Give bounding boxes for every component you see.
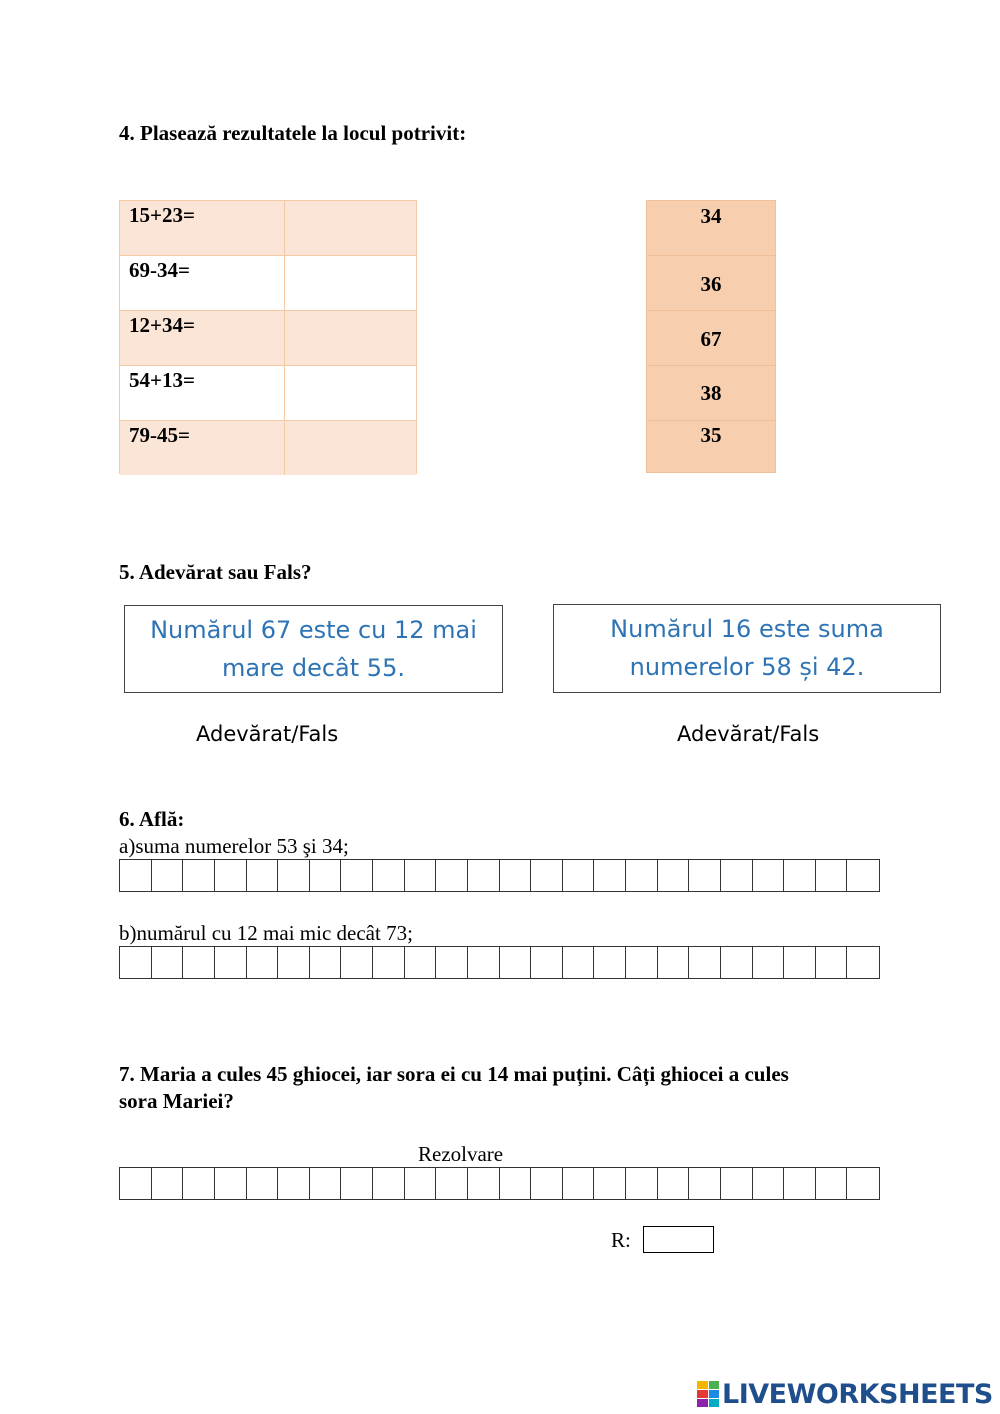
grid-cell[interactable] xyxy=(120,1168,152,1199)
grid-cell[interactable] xyxy=(247,947,279,978)
grid-cell[interactable] xyxy=(626,1168,658,1199)
grid-cell[interactable] xyxy=(373,860,405,891)
grid-cell[interactable] xyxy=(816,947,848,978)
grid-cell[interactable] xyxy=(341,1168,373,1199)
grid-cell[interactable] xyxy=(468,1168,500,1199)
answer-grid-b[interactable] xyxy=(119,946,880,979)
equation-cell: 54+13= xyxy=(120,366,285,420)
true-false-choice-1[interactable]: Adevărat/Fals xyxy=(196,722,339,746)
grid-cell[interactable] xyxy=(120,947,152,978)
grid-cell[interactable] xyxy=(373,947,405,978)
divider xyxy=(647,310,775,311)
answer-prefix: R: xyxy=(611,1228,631,1252)
grid-cell[interactable] xyxy=(468,947,500,978)
grid-cell[interactable] xyxy=(436,860,468,891)
grid-cell[interactable] xyxy=(500,947,532,978)
grid-cell[interactable] xyxy=(721,947,753,978)
equations-table xyxy=(119,200,417,474)
exercise-6-title: 6. Află: xyxy=(119,807,185,831)
grid-cell[interactable] xyxy=(658,860,690,891)
draggable-result[interactable]: 35 xyxy=(700,423,722,447)
grid-cell[interactable] xyxy=(594,947,626,978)
grid-cell[interactable] xyxy=(658,1168,690,1199)
answer-drop-slot[interactable] xyxy=(285,201,416,255)
grid-cell[interactable] xyxy=(531,1168,563,1199)
grid-cell[interactable] xyxy=(405,1168,437,1199)
grid-cell[interactable] xyxy=(405,860,437,891)
table-row xyxy=(120,421,416,475)
grid-cell[interactable] xyxy=(468,860,500,891)
grid-cell[interactable] xyxy=(120,860,152,891)
logo-icon xyxy=(697,1381,719,1407)
draggable-result[interactable]: 36 xyxy=(700,272,722,296)
grid-cell[interactable] xyxy=(341,860,373,891)
grid-cell[interactable] xyxy=(626,860,658,891)
grid-cell[interactable] xyxy=(658,947,690,978)
grid-cell[interactable] xyxy=(816,860,848,891)
table-row xyxy=(120,201,416,256)
grid-cell[interactable] xyxy=(784,1168,816,1199)
grid-cell[interactable] xyxy=(436,947,468,978)
grid-cell[interactable] xyxy=(753,947,785,978)
grid-cell[interactable] xyxy=(215,1168,247,1199)
draggable-result[interactable]: 34 xyxy=(700,204,722,228)
divider xyxy=(647,255,775,256)
grid-cell[interactable] xyxy=(436,1168,468,1199)
part-b-prompt: b)numărul cu 12 mai mic decât 73; xyxy=(119,921,413,945)
grid-cell[interactable] xyxy=(215,947,247,978)
grid-cell[interactable] xyxy=(721,1168,753,1199)
divider xyxy=(647,420,775,421)
grid-cell[interactable] xyxy=(753,860,785,891)
grid-cell[interactable] xyxy=(594,1168,626,1199)
logo-text: LIVEWORKSHEETS xyxy=(722,1378,993,1410)
statement-text: Numărul 16 este suma xyxy=(610,615,884,643)
equation-cell: 12+34= xyxy=(120,311,285,365)
draggable-result[interactable]: 38 xyxy=(700,381,722,405)
solution-grid[interactable] xyxy=(119,1167,880,1200)
statement-box-2 xyxy=(553,604,941,693)
grid-cell[interactable] xyxy=(563,947,595,978)
answer-drop-slot[interactable] xyxy=(285,366,416,420)
solution-label: Rezolvare xyxy=(418,1142,504,1166)
grid-cell[interactable] xyxy=(183,1168,215,1199)
grid-cell[interactable] xyxy=(847,947,879,978)
exercise-7-title-line2: sora Mariei? xyxy=(119,1089,234,1113)
table-row xyxy=(120,256,416,311)
equation-cell: 79-45= xyxy=(120,421,285,475)
grid-cell[interactable] xyxy=(689,1168,721,1199)
grid-cell[interactable] xyxy=(753,1168,785,1199)
grid-cell[interactable] xyxy=(183,947,215,978)
grid-cell[interactable] xyxy=(247,860,279,891)
grid-cell[interactable] xyxy=(373,1168,405,1199)
grid-cell[interactable] xyxy=(563,860,595,891)
grid-cell[interactable] xyxy=(594,860,626,891)
true-false-choice-2[interactable]: Adevărat/Fals xyxy=(677,722,820,746)
table-row xyxy=(120,311,416,366)
grid-cell[interactable] xyxy=(310,860,342,891)
grid-cell[interactable] xyxy=(247,1168,279,1199)
grid-cell[interactable] xyxy=(278,1168,310,1199)
statement-text: Numărul 67 este cu 12 mai xyxy=(150,616,477,644)
statement-text: mare decât 55. xyxy=(222,654,405,682)
draggable-result[interactable]: 67 xyxy=(700,327,722,351)
statement-box-1 xyxy=(124,605,503,693)
grid-cell[interactable] xyxy=(689,860,721,891)
grid-cell[interactable] xyxy=(183,860,215,891)
grid-cell[interactable] xyxy=(500,1168,532,1199)
grid-cell[interactable] xyxy=(215,860,247,891)
results-column xyxy=(646,200,776,473)
statement-text: numerelor 58 și 42. xyxy=(629,653,865,681)
grid-cell[interactable] xyxy=(563,1168,595,1199)
final-answer-input[interactable] xyxy=(643,1226,714,1253)
exercise-7-title-line1: 7. Maria a cules 45 ghiocei, iar sora ei cu 14 mai puțini. Câți ghiocei a cules xyxy=(119,1062,789,1086)
grid-cell[interactable] xyxy=(152,947,184,978)
grid-cell[interactable] xyxy=(721,860,753,891)
grid-cell[interactable] xyxy=(847,860,879,891)
answer-drop-slot[interactable] xyxy=(285,256,416,310)
equation-cell: 15+23= xyxy=(120,201,285,255)
answer-drop-slot[interactable] xyxy=(285,421,416,475)
part-a-prompt: a)suma numerelor 53 şi 34; xyxy=(119,834,349,858)
grid-cell[interactable] xyxy=(500,860,532,891)
grid-cell[interactable] xyxy=(626,947,658,978)
grid-cell[interactable] xyxy=(689,947,721,978)
table-row xyxy=(120,366,416,421)
grid-cell[interactable] xyxy=(310,1168,342,1199)
grid-cell[interactable] xyxy=(152,860,184,891)
grid-cell[interactable] xyxy=(278,860,310,891)
equation-cell: 69-34= xyxy=(120,256,285,310)
answer-grid-a[interactable] xyxy=(119,859,880,892)
grid-cell[interactable] xyxy=(152,1168,184,1199)
divider xyxy=(647,365,775,366)
grid-cell[interactable] xyxy=(784,860,816,891)
grid-cell[interactable] xyxy=(278,947,310,978)
grid-cell[interactable] xyxy=(341,947,373,978)
grid-cell[interactable] xyxy=(816,1168,848,1199)
grid-cell[interactable] xyxy=(531,860,563,891)
liveworksheets-logo xyxy=(697,1374,993,1414)
exercise-5-title: 5. Adevărat sau Fals? xyxy=(119,560,312,584)
grid-cell[interactable] xyxy=(784,947,816,978)
answer-drop-slot[interactable] xyxy=(285,311,416,365)
grid-cell[interactable] xyxy=(405,947,437,978)
grid-cell[interactable] xyxy=(531,947,563,978)
grid-cell[interactable] xyxy=(847,1168,879,1199)
grid-cell[interactable] xyxy=(310,947,342,978)
exercise-4-title: 4. Plasează rezultatele la locul potrivit: xyxy=(119,121,467,145)
